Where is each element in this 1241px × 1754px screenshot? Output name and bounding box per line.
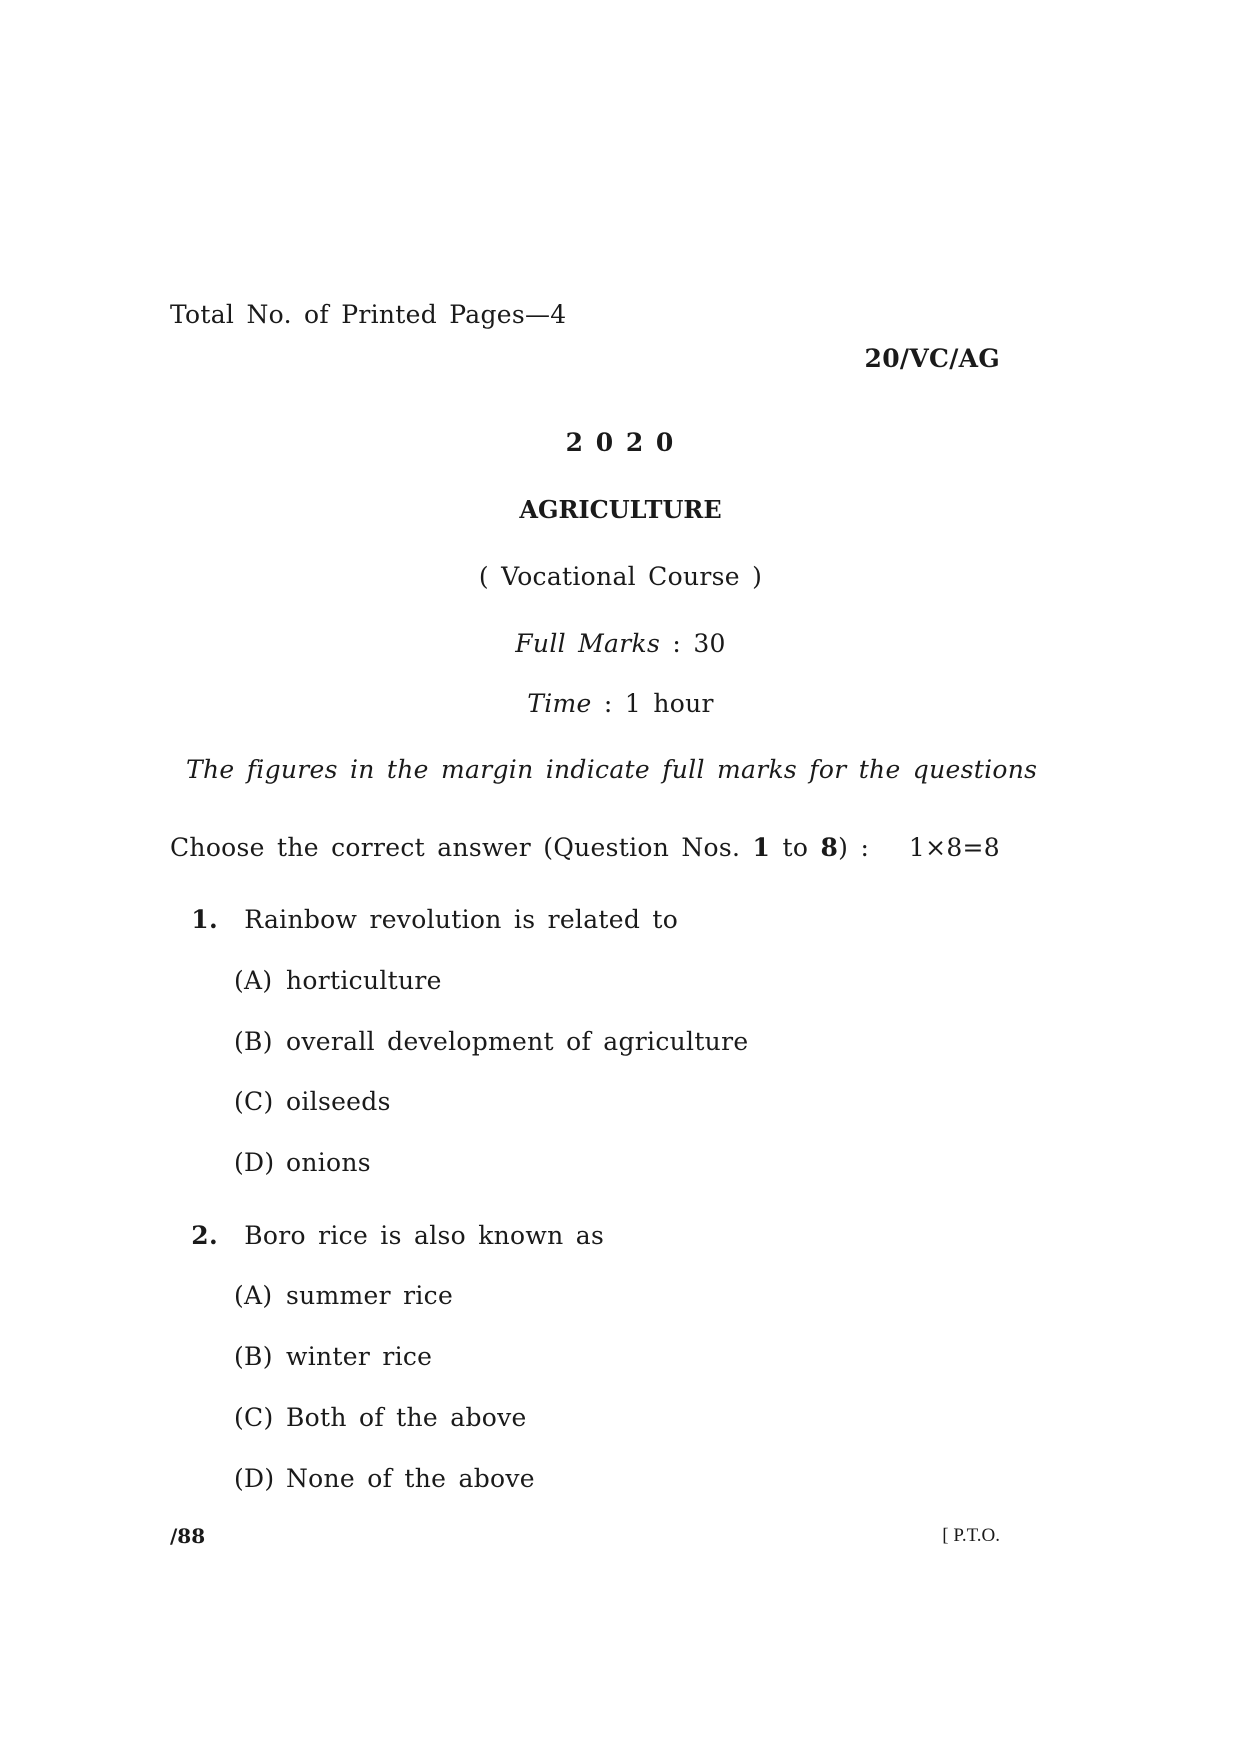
option-2d [234,1464,535,1493]
question-2 [170,1221,604,1250]
time-value: : 1 hour [603,689,714,718]
option-2c [234,1403,527,1432]
option-1c [234,1087,391,1116]
footer-pto: [ P.T.O. [942,1525,1000,1546]
time-line [0,689,1241,718]
option-text: None of the above [286,1464,535,1493]
question-range-to: to [782,833,809,862]
option-1a [234,966,442,995]
option-text: overall development of agriculture [286,1027,749,1056]
option-text: winter rice [286,1342,433,1371]
option-text: horticulture [286,966,442,995]
option-label: (B) [234,1342,273,1371]
option-1d [234,1148,371,1177]
option-label: (D) [234,1148,275,1177]
option-label: (A) [234,1281,273,1310]
course-subtitle: ( Vocational Course ) [478,562,763,591]
margin-instruction: The figures in the margin indicate full marks for the questions [186,755,1038,784]
exam-year: 2 0 2 0 [565,428,676,457]
option-label: (C) [234,1403,274,1432]
section-instruction-suffix: ) : [838,833,870,862]
total-pages-text: Total No. of Printed Pages—4 [170,300,567,329]
section-instruction-prefix: Choose the correct answer (Question Nos. [170,833,741,862]
option-text: onions [286,1148,371,1177]
option-label: (D) [234,1464,275,1493]
time-label: Time [527,689,592,718]
subject-title: AGRICULTURE [519,495,722,524]
option-label: (C) [234,1087,274,1116]
full-marks-line [0,629,1241,658]
question-number: 2. [191,1221,218,1250]
question-text: Boro rice is also known as [244,1221,605,1250]
option-text: Both of the above [286,1403,527,1432]
option-2b [234,1342,432,1371]
option-label: (A) [234,966,273,995]
option-text: summer rice [286,1281,454,1310]
question-text: Rainbow revolution is related to [244,905,679,934]
question-number: 1. [191,905,218,934]
option-1b [234,1027,748,1056]
option-text: oilseeds [286,1087,391,1116]
section-marks: 1×8=8 [908,833,1000,862]
footer-page-code: /88 [170,1524,206,1548]
option-label: (B) [234,1027,273,1056]
question-range-start: 1 [752,833,771,862]
full-marks-label: Full Marks [515,629,661,658]
full-marks-value: : 30 [672,629,726,658]
paper-code: 20/VC/AG [864,344,1000,373]
question-1 [170,905,678,934]
option-2a [234,1281,453,1310]
section-instruction [170,833,869,862]
question-range-end: 8 [820,833,839,862]
